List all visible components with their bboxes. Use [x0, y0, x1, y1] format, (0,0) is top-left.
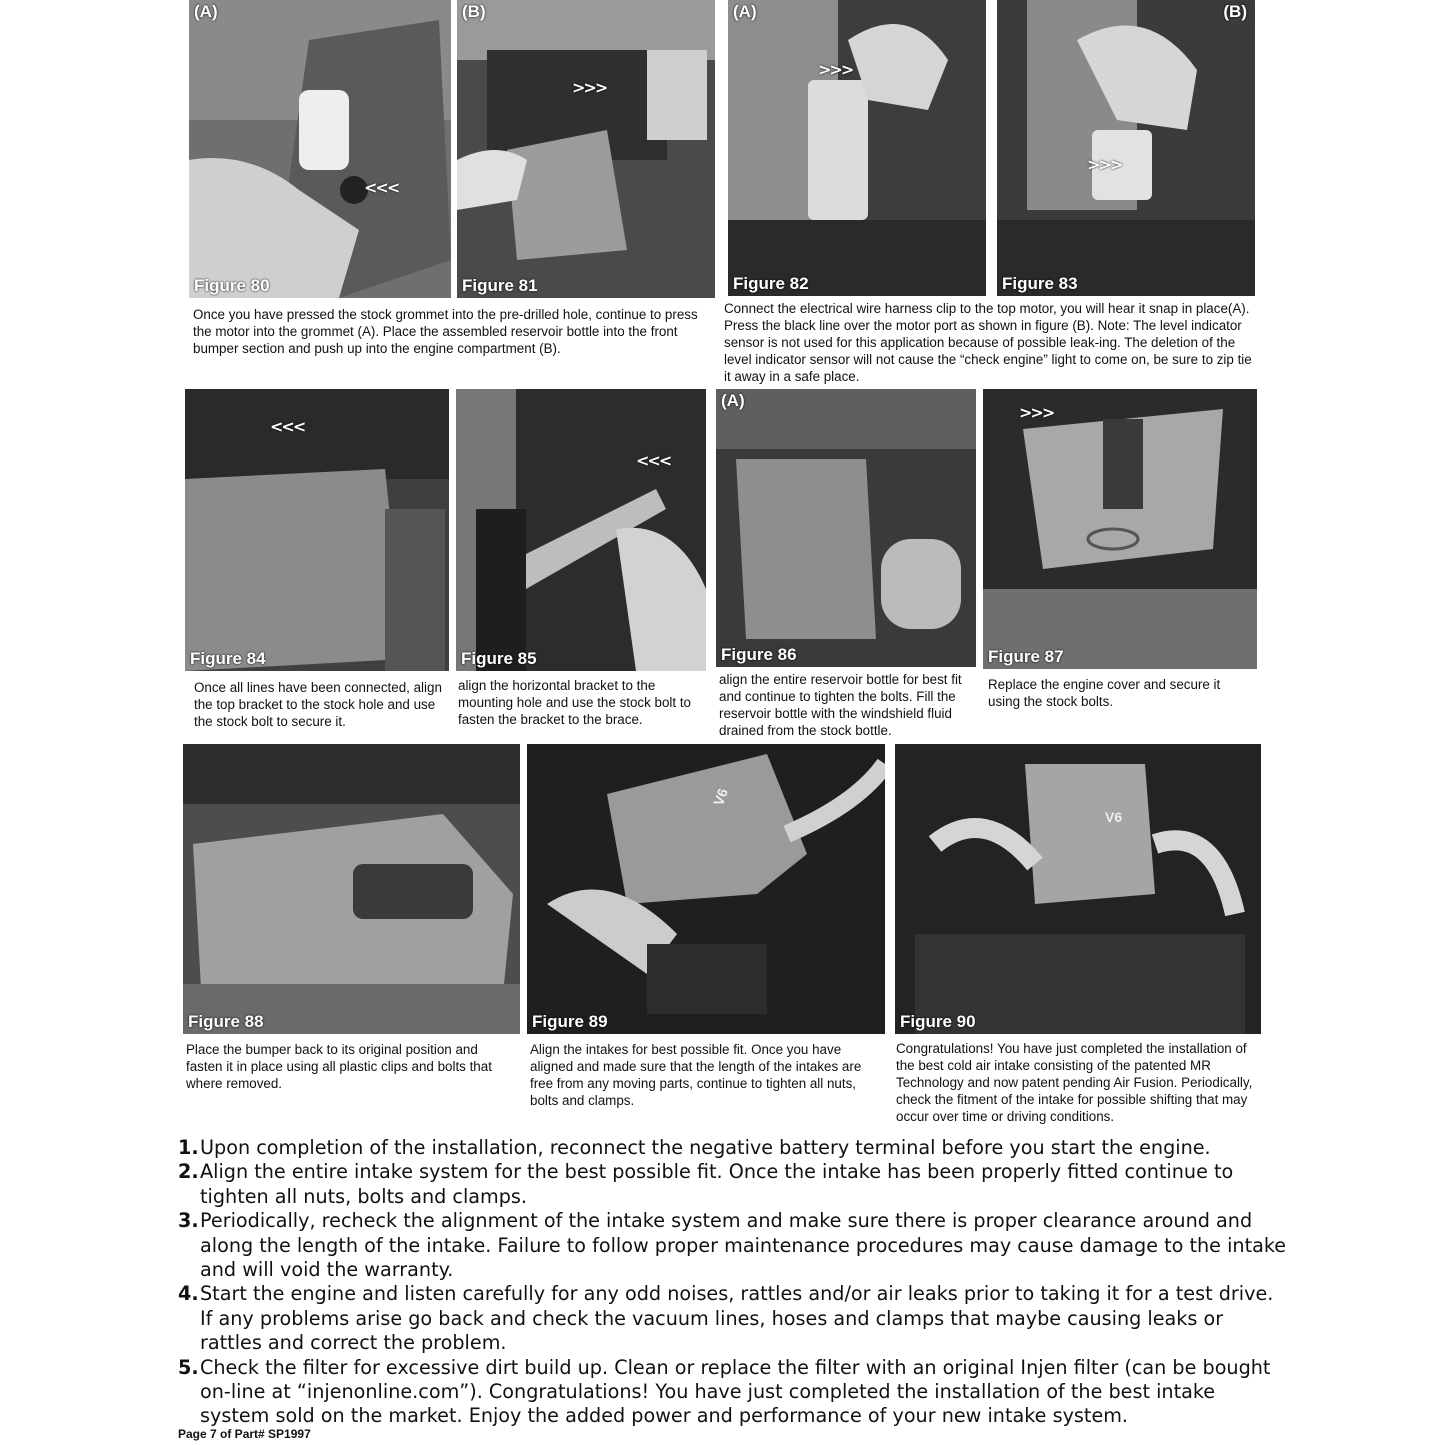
figure-87-photo [983, 389, 1257, 669]
figure-80-arrows: <<< [364, 178, 399, 197]
figure-90-photo [895, 744, 1261, 1034]
step-5-text: Check the filter for excessive dirt build up. Clean or replace the filter with an original Injen filter (can be bought on-line at “injenonline.com”). Congratulations! You have just completed the installation of the best intake system sold on the market. Enjoy the added power and performance of your new intake system. [200, 1355, 1271, 1428]
step-3-number: 3. [178, 1209, 199, 1233]
figure-83-label: Figure 83 [1002, 274, 1078, 293]
figure-83-photo [997, 0, 1255, 296]
figure-80-tag: (A) [194, 2, 218, 21]
engine-badge-89: V6 [710, 786, 732, 808]
figure-88-label: Figure 88 [188, 1012, 264, 1031]
figure-86-photo [716, 389, 976, 667]
caption-80-81: Once you have pressed the stock grommet into the pre-drilled hole, continue to press the motor into the grommet (A). Place the assembled reservoir bottle into the front bumper section and push up into the engine compartment (B). [193, 307, 698, 356]
figure-85-arrows: <<< [636, 451, 671, 470]
figure-81-tag: (B) [462, 2, 486, 21]
figure-84-photo [185, 389, 449, 671]
step-5 [178, 1356, 1288, 1429]
step-2-number: 2. [178, 1160, 199, 1184]
figure-87-arrows: >>> [1019, 403, 1054, 422]
figure-81-photo [457, 0, 715, 298]
figure-82-photo [728, 0, 986, 296]
figure-86-tag: (A) [721, 391, 745, 410]
step-1-number: 1. [178, 1136, 199, 1159]
figure-82-arrows: >>> [818, 60, 853, 79]
caption-87: Replace the engine cover and secure it using the stock bolts. [988, 677, 1221, 709]
figure-85-label: Figure 85 [461, 649, 537, 668]
page-footer: Page 7 of Part# SP1997 [178, 1427, 311, 1441]
step-3 [178, 1209, 1288, 1282]
figure-80-photo [189, 0, 451, 298]
figure-86-label: Figure 86 [721, 645, 797, 664]
engine-badge-90: V6 [1105, 809, 1123, 825]
figure-80-label: Figure 80 [194, 276, 270, 295]
step-4 [178, 1282, 1288, 1355]
completion-steps-list [178, 1136, 1288, 1429]
step-4-text: Start the engine and listen carefully for any odd noises, rattles and/or air leaks prior to taking it for a test drive. If any problems arise go back and check the vacuum lines, hoses and clamps that maybe causing leaks or rattles and correct the problem. [200, 1282, 1274, 1355]
figure-88-photo [183, 744, 520, 1034]
step-5-number: 5. [178, 1355, 199, 1379]
caption-90: Congratulations! You have just completed the installation of the best cold air intake consisting of the patented MR Technology and now patent pending Air Fusion. Periodically, check the fitment of the intake for possible shifting that may occur over time or driving conditions. [896, 1041, 1253, 1124]
step-3-text: Periodically, recheck the alignment of the intake system and make sure there is proper clearance around and along the length of the intake. Failure to follow proper maintenance procedures may cause damage to the intake and will void the warranty. [200, 1209, 1287, 1282]
figure-84-arrows: <<< [270, 417, 305, 436]
caption-86: align the entire reservoir bottle for best fit and continue to tighten the bolts. Fill the reservoir bottle with the windshield fluid drained from the stock bottle. [719, 672, 962, 738]
caption-88: Place the bumper back to its original position and fasten it in place using all plastic clips and bolts that where removed. [186, 1042, 492, 1091]
figure-83-tag: (B) [1223, 2, 1247, 21]
caption-85: align the horizontal bracket to the mounting hole and use the stock bolt to fasten the bracket to the brace. [458, 678, 692, 727]
figure-81-label: Figure 81 [462, 276, 538, 295]
figure-83-arrows: >>> [1087, 155, 1122, 174]
step-1-text: Upon completion of the installation, reconnect the negative battery terminal before you start the engine. [200, 1136, 1211, 1159]
figure-85-photo [456, 389, 706, 671]
figure-89-label: Figure 89 [532, 1012, 608, 1031]
figure-87-label: Figure 87 [988, 647, 1064, 666]
step-2 [178, 1160, 1288, 1209]
caption-84: Once all lines have been connected, align the top bracket to the stock hole and use the stock bolt to secure it. [194, 680, 442, 729]
figure-81-arrows: >>> [572, 78, 607, 97]
caption-89: Align the intakes for best possible fit. Once you have aligned and made sure that the length of the intakes are free from any moving parts, continue to tighten all nuts, bolts and clamps. [530, 1042, 862, 1108]
figure-82-label: Figure 82 [733, 274, 809, 293]
figure-84-label: Figure 84 [190, 649, 266, 668]
step-2-text: Align the entire intake system for the best possible fit. Once the intake has been properly fitted continue to tighten all nuts, bolts and clamps. [200, 1160, 1234, 1208]
figure-89-photo [527, 744, 885, 1034]
figure-90-label: Figure 90 [900, 1012, 976, 1031]
figure-82-tag: (A) [733, 2, 757, 21]
step-1 [178, 1136, 1288, 1160]
caption-82-83: Connect the electrical wire harness clip to the top motor, you will hear it snap in place(A). Press the black line over the motor port as shown in figure (B). Note: The level indicator sensor is not used for this application because of possible leak-ing. The deletion of the level indicator sensor will not cause the “check engine” light to come on, be sure to zip tie it away in a safe place. [724, 301, 1252, 384]
step-4-number: 4. [178, 1282, 199, 1306]
